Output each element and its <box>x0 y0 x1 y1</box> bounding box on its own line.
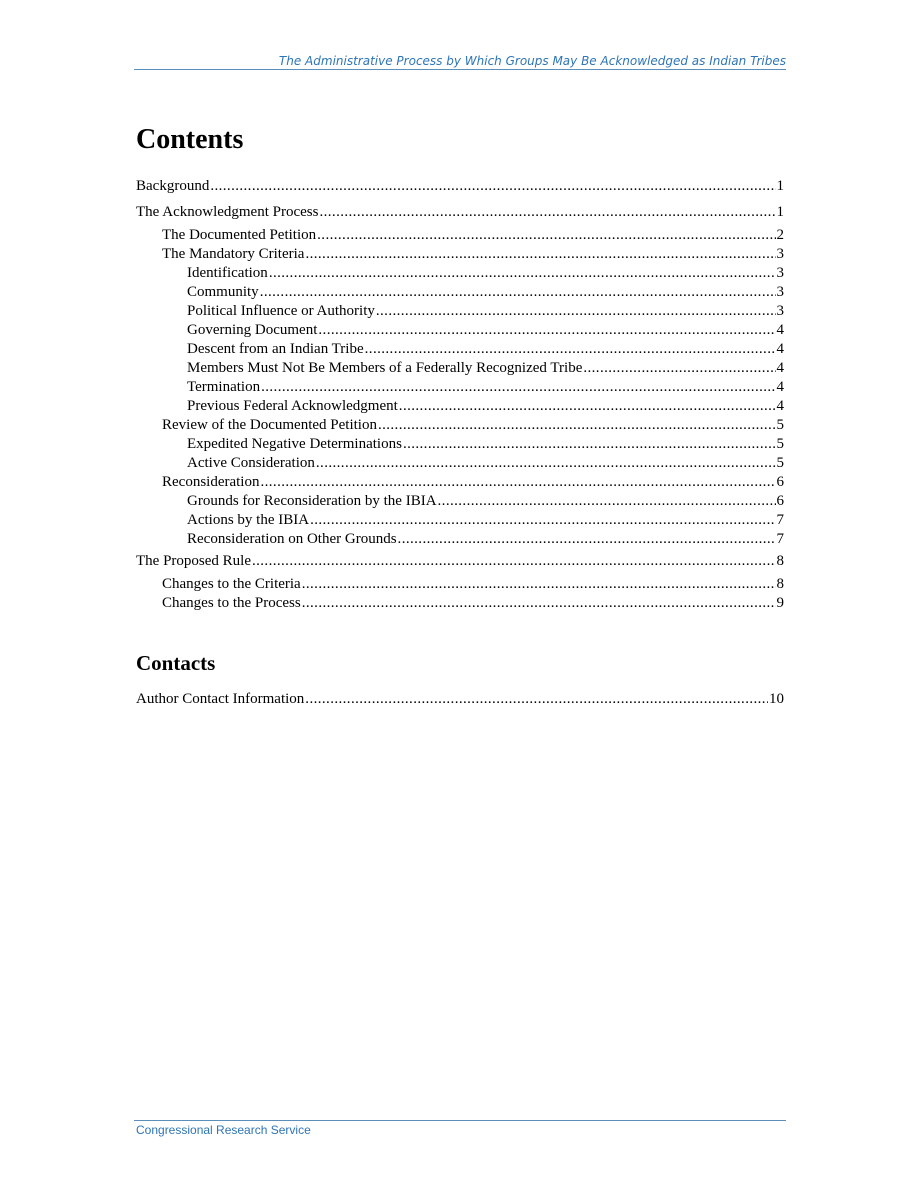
toc-entry-page: 7 <box>776 531 784 547</box>
toc-entry-governing-document[interactable] <box>187 321 784 340</box>
toc-entry-page: 2 <box>776 227 784 243</box>
toc-entry-page: 5 <box>776 436 784 452</box>
dot-leader <box>302 575 776 594</box>
toc-entry-page: 1 <box>776 204 784 220</box>
toc-entry-title: Changes to the Criteria <box>162 576 301 592</box>
running-header <box>134 54 786 70</box>
dot-leader <box>317 226 775 245</box>
dot-leader <box>261 378 775 397</box>
dot-leader <box>438 492 776 511</box>
toc-entry-title: Political Influence or Authority <box>187 303 375 319</box>
toc-entry-title: Reconsideration <box>162 474 260 490</box>
toc-entry-title: Reconsideration on Other Grounds <box>187 531 397 547</box>
toc-entry-title: The Documented Petition <box>162 227 317 243</box>
toc-entry-page: 9 <box>776 595 784 611</box>
toc-entry-page: 4 <box>776 398 784 414</box>
toc-entry-active-consideration[interactable] <box>187 454 784 473</box>
toc-entry-author-contact[interactable] <box>136 690 784 709</box>
dot-leader <box>305 690 768 709</box>
toc-entry-title: Previous Federal Acknowledgment <box>187 398 398 414</box>
dot-leader <box>365 340 776 359</box>
toc-entry-title: Review of the Documented Petition <box>162 417 377 433</box>
toc-entry-title: Expedited Negative Determinations <box>187 436 402 452</box>
toc-entry-title: Background <box>136 178 210 194</box>
toc-entry-reconsideration-other-grounds[interactable] <box>187 530 784 549</box>
toc-entry-title: Grounds for Reconsideration by the IBIA <box>187 493 437 509</box>
toc-entry-expedited-negative[interactable] <box>187 435 784 454</box>
toc-entry-members-must-not-be-members[interactable] <box>187 359 784 378</box>
dot-leader <box>399 397 776 416</box>
dot-leader <box>403 435 776 454</box>
toc-entry-title: Identification <box>187 265 268 281</box>
toc-entry-page: 5 <box>776 417 784 433</box>
toc-entry-actions-by-ibia[interactable] <box>187 511 784 530</box>
dot-leader <box>252 552 776 571</box>
toc-entry-page: 10 <box>769 691 784 707</box>
toc-entry-political-influence[interactable] <box>187 302 784 321</box>
toc-entry-title: The Mandatory Criteria <box>162 246 305 262</box>
toc-entry-background[interactable] <box>136 177 784 196</box>
dot-leader <box>378 416 776 435</box>
toc-entry-termination[interactable] <box>187 378 784 397</box>
toc-entry-page: 5 <box>776 455 784 471</box>
toc-entry-page: 4 <box>776 379 784 395</box>
toc-entry-community[interactable] <box>187 283 784 302</box>
toc-entry-proposed-rule[interactable] <box>136 552 784 571</box>
toc-entry-descent[interactable] <box>187 340 784 359</box>
toc-entry-title: Termination <box>187 379 261 395</box>
dot-leader <box>269 264 776 283</box>
toc-entry-page: 8 <box>776 576 784 592</box>
toc-entry-grounds-for-reconsideration[interactable] <box>187 492 784 511</box>
dot-leader <box>260 473 775 492</box>
toc-entry-title: Members Must Not Be Members of a Federally Recognized Tribe <box>187 360 583 376</box>
toc-entry-identification[interactable] <box>187 264 784 283</box>
dot-leader <box>318 321 775 340</box>
dot-leader <box>260 283 776 302</box>
toc-entry-acknowledgment-process[interactable] <box>136 203 784 222</box>
dot-leader <box>305 245 775 264</box>
toc-entry-title: Changes to the Process <box>162 595 301 611</box>
toc-entry-page: 3 <box>776 246 784 262</box>
contents-title: Contents <box>136 124 244 155</box>
dot-leader <box>583 359 775 378</box>
toc-entry-title: The Proposed Rule <box>136 553 251 569</box>
toc-entry-title: Actions by the IBIA <box>187 512 310 528</box>
toc-entry-review-of-documented-petition[interactable] <box>162 416 784 435</box>
dot-leader <box>319 203 775 222</box>
toc-entry-page: 1 <box>776 178 784 194</box>
toc-entry-page: 4 <box>776 322 784 338</box>
toc-entry-title: The Acknowledgment Process <box>136 204 319 220</box>
toc-entry-title: Descent from an Indian Tribe <box>187 341 364 357</box>
dot-leader <box>398 530 776 549</box>
toc-entry-title: Author Contact Information <box>136 691 305 707</box>
dot-leader <box>316 454 776 473</box>
page-footer <box>134 1120 786 1137</box>
dot-leader <box>376 302 776 321</box>
toc-entry-title: Governing Document <box>187 322 318 338</box>
toc-entry-page: 8 <box>776 553 784 569</box>
toc-entry-mandatory-criteria[interactable] <box>162 245 784 264</box>
dot-leader <box>302 594 776 613</box>
dot-leader <box>210 177 775 196</box>
toc-entry-page: 4 <box>776 341 784 357</box>
toc-entry-changes-to-criteria[interactable] <box>162 575 784 594</box>
footer-org: Congressional Research Service <box>136 1123 311 1137</box>
contacts-title: Contacts <box>136 651 216 675</box>
toc-entry-page: 3 <box>776 265 784 281</box>
toc-entry-page: 3 <box>776 284 784 300</box>
toc-entry-changes-to-process[interactable] <box>162 594 784 613</box>
toc-entry-title: Active Consideration <box>187 455 315 471</box>
toc-entry-previous-federal-acknowledgment[interactable] <box>187 397 784 416</box>
toc-entry-page: 3 <box>776 303 784 319</box>
toc-entry-page: 6 <box>776 474 784 490</box>
toc-entry-reconsideration[interactable] <box>162 473 784 492</box>
running-title: The Administrative Process by Which Groups May Be Acknowledged as Indian Tribes <box>278 54 786 68</box>
toc-entry-documented-petition[interactable] <box>162 226 784 245</box>
toc-entry-page: 7 <box>776 512 784 528</box>
toc-entry-title: Community <box>187 284 259 300</box>
toc-entry-page: 4 <box>776 360 784 376</box>
toc-entry-page: 6 <box>776 493 784 509</box>
dot-leader <box>310 511 775 530</box>
